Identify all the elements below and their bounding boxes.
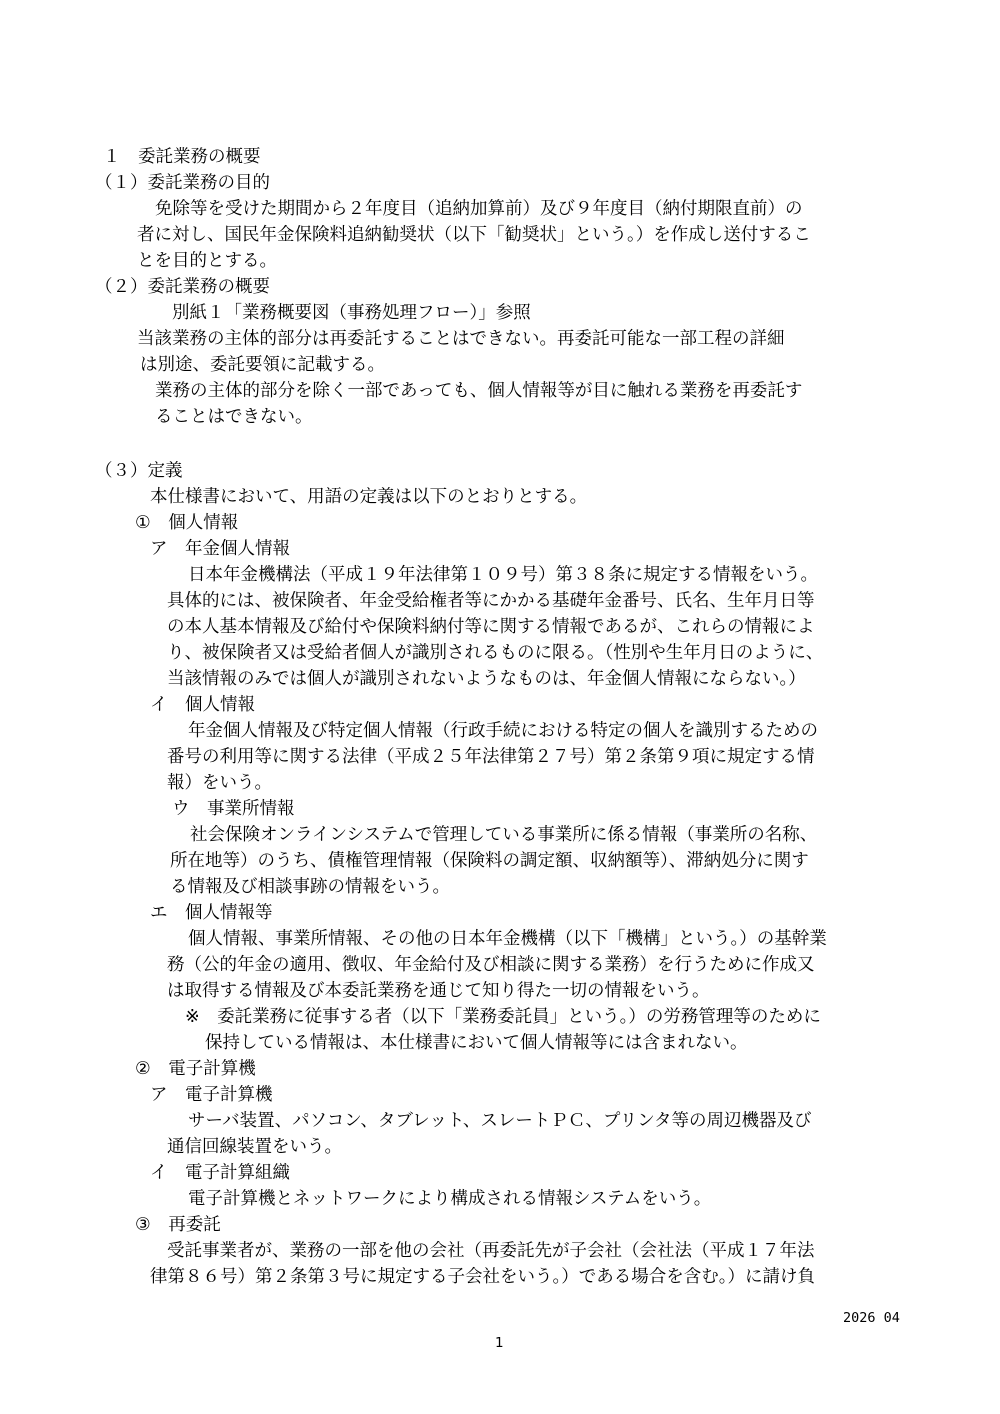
paragraph-line: ることはできない。 <box>155 407 313 427</box>
paragraph-line: 別紙１「業務概要図（事務処理フロー）」参照 <box>172 303 531 323</box>
sub-item-heading: エ 個人情報等 <box>150 903 273 923</box>
paragraph-line: 当該業務の主体的部分は再委託することはできない。再委託可能な一部工程の詳細 <box>137 329 785 349</box>
paragraph-line: 務（公的年金の適用、徴収、年金給付及び相談に関する業務）を行うために作成又 <box>167 955 815 975</box>
subsection-heading-1-2: （２）委託業務の概要 <box>95 277 270 297</box>
section-heading-1: １ 委託業務の概要 <box>103 147 261 167</box>
item-heading-2: ② 電子計算機 <box>135 1059 256 1079</box>
sub-item-heading: ウ 事業所情報 <box>172 799 295 819</box>
paragraph-line: 律第８６号）第２条第３号に規定する子会社をいう。）である場合を含む。）に請け負 <box>150 1267 815 1287</box>
sub-item-heading: イ 個人情報 <box>150 695 255 715</box>
paragraph-line: 電子計算機とネットワークにより構成される情報システムをいう。 <box>188 1189 712 1209</box>
paragraph-line: 本仕様書において、用語の定義は以下のとおりとする。 <box>150 487 588 507</box>
paragraph-line: の本人基本情報及び給付や保険料納付等に関する情報であるが、これらの情報によ <box>167 617 815 637</box>
paragraph-line: 日本年金機構法（平成１９年法律第１０９号）第３８条に規定する情報をいう。 <box>188 565 818 585</box>
paragraph-line: り、被保険者又は受給者個人が識別されるものに限る。（性別や生年月日のように、 <box>167 643 824 663</box>
paragraph-line: 通信回線装置をいう。 <box>167 1137 342 1157</box>
paragraph-line: 所在地等）のうち、債権管理情報（保険料の調定額、収納額等）、滞納処分に関す <box>170 851 809 871</box>
paragraph-line: 個人情報、事業所情報、その他の日本年金機構（以下「機構」という。）の基幹業 <box>188 929 827 949</box>
paragraph-line: 具体的には、被保険者、年金受給権者等にかかる基礎年金番号、氏名、生年月日等 <box>167 591 815 611</box>
note-line: ※ 委託業務に従事する者（以下「業務委託員」という。）の労務管理等のために <box>185 1007 821 1027</box>
item-heading-1: ① 個人情報 <box>135 513 239 533</box>
paragraph-line: 業務の主体的部分を除く一部であっても、個人情報等が目に触れる業務を再委託す <box>155 381 803 401</box>
item-heading-3: ③ 再委託 <box>135 1215 221 1235</box>
subsection-heading-1-1: （１）委託業務の目的 <box>95 173 270 193</box>
paragraph-line: 者に対し、国民年金保険料追納勧奨状（以下「勧奨状」という。）を作成し送付するこ <box>137 225 811 245</box>
paragraph-line: る情報及び相談事跡の情報をいう。 <box>170 877 450 897</box>
paragraph-line: は取得する情報及び本委託業務を通じて知り得た一切の情報をいう。 <box>167 981 710 1001</box>
page-number: 1 <box>495 1335 504 1351</box>
sub-item-heading: イ 電子計算組織 <box>150 1163 290 1183</box>
paragraph-line: 社会保険オンラインシステムで管理している事業所に係る情報（事業所の名称、 <box>190 825 818 845</box>
paragraph-line: 年金個人情報及び特定個人情報（行政手続における特定の個人を識別するための <box>188 721 818 741</box>
sub-item-heading: ア 年金個人情報 <box>150 539 290 559</box>
paragraph-line: 免除等を受けた期間から２年度目（追納加算前）及び９年度目（納付期限直前）の <box>155 199 803 219</box>
paragraph-line: とを目的とする。 <box>137 251 277 271</box>
sub-item-heading: ア 電子計算機 <box>150 1085 273 1105</box>
footer-code: 2026 04 <box>843 1310 900 1326</box>
paragraph-line: 当該情報のみでは個人が識別されないようなものは、年金個人情報にならない。） <box>167 669 806 689</box>
paragraph-line: サーバ装置、パソコン、タブレット、スレートＰＣ、プリンタ等の周辺機器及び <box>188 1111 812 1131</box>
subsection-heading-1-3: （３）定義 <box>95 461 183 481</box>
paragraph-line: は別途、委託要領に記載する。 <box>140 355 385 375</box>
paragraph-line: 受託事業者が、業務の一部を他の会社（再委託先が子会社（会社法（平成１７年法 <box>167 1241 815 1261</box>
paragraph-line: 番号の利用等に関する法律（平成２５年法律第２７号）第２条第９項に規定する情 <box>167 747 815 767</box>
note-line: 保持している情報は、本仕様書において個人情報等には含まれない。 <box>205 1033 748 1053</box>
paragraph-line: 報）をいう。 <box>167 773 272 793</box>
